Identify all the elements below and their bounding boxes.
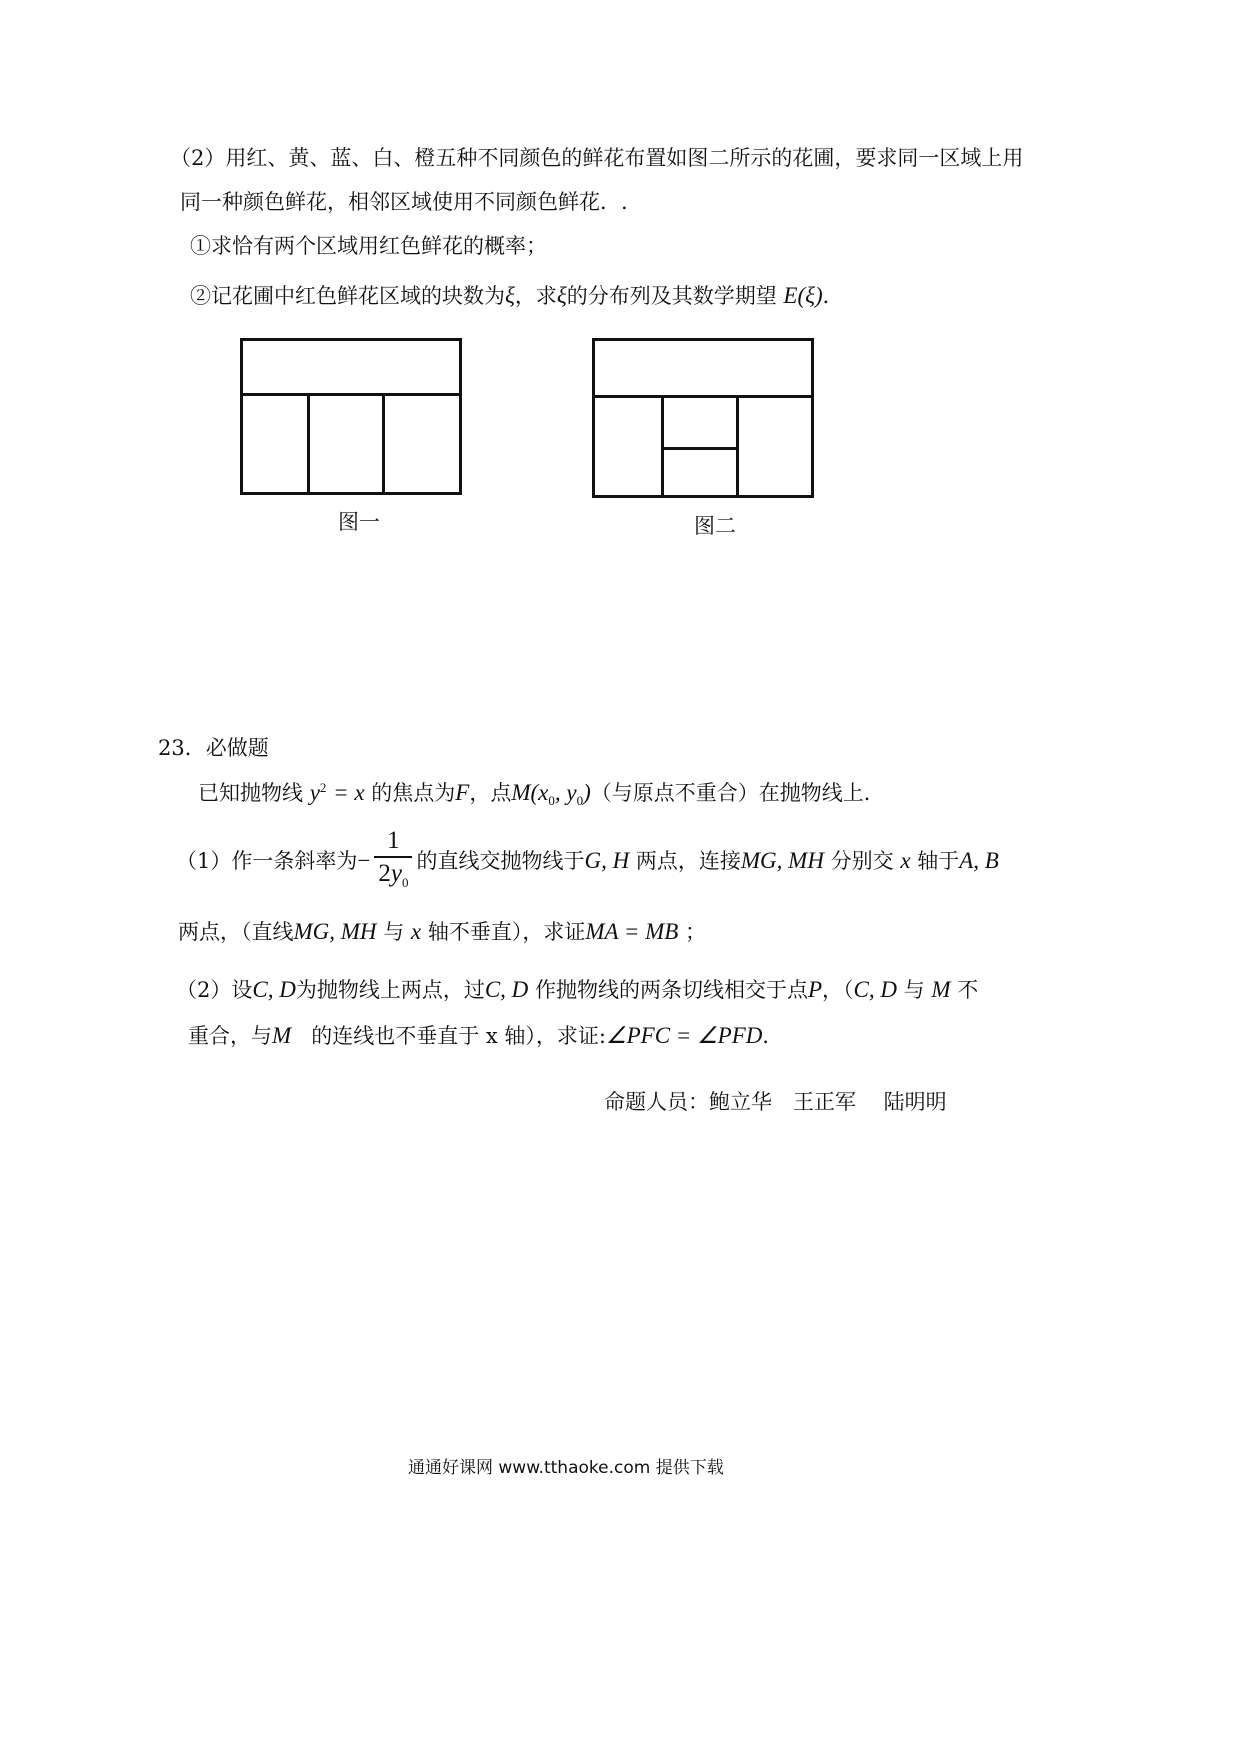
figure-one: [240, 338, 462, 495]
authors: 命题人员：鲍立华 王正军 陆明明: [604, 1090, 947, 1114]
problem23-intro: 已知抛物线 $y^2 = x$ 的焦点为F，点$M(x_0$, $y_0$)（与原点不重合）在抛物线上．: [198, 780, 885, 809]
figure-two: [592, 338, 814, 498]
fig1-top-region: [240, 338, 462, 396]
part2-line2: 同一种颜色鲜花，相邻区域使用不同颜色鲜花．.: [180, 190, 628, 214]
problem23-part2-line1: （2）设C, D为抛物线上两点，过C, D 作抛物线的两条切线相交于点P，（C, D 与 M 不: [176, 977, 979, 1002]
problem23-part2-line2: 重合，与M 的连线也不垂直于 x 轴），求证:∠PFC = ∠PFD．: [188, 1023, 784, 1048]
fig1-middle-region: [307, 393, 385, 495]
part2-question1: ①求恰有两个区域用红色鲜花的概率；: [190, 234, 547, 258]
fig2-top-region: [592, 338, 814, 398]
figure-one-caption: 图一: [338, 510, 380, 534]
problem23-part1-line2: 两点，（直线MG, MH 与 x 轴不垂直），求证MA = MB ；: [178, 919, 707, 944]
problem23-heading: 23．必做题: [158, 736, 269, 760]
fig2-center-upper-region: [661, 395, 739, 450]
footer-watermark: 通通好课网 www.tthaoke.com 提供下载: [408, 1458, 724, 1478]
slope-fraction: $\frac{1}{2y_0}$: [374, 826, 412, 899]
part2-question2: ②记花圃中红色鲜花区域的块数为ξ，求ξ的分布列及其数学期望 E(ξ)．: [190, 283, 844, 308]
part2-line1: （2）用红、黄、蓝、白、橙五种不同颜色的鲜花布置如图二所示的花圃，要求同一区域上用: [170, 146, 1024, 170]
problem23-part1-line1: （1）作一条斜率为− $\frac{1}{2y_0}$ 的直线交抛物线于G, H 两点，连接MG, MH 分别交 x 轴于A, B: [176, 826, 999, 899]
figure-two-caption: 图二: [694, 514, 736, 538]
